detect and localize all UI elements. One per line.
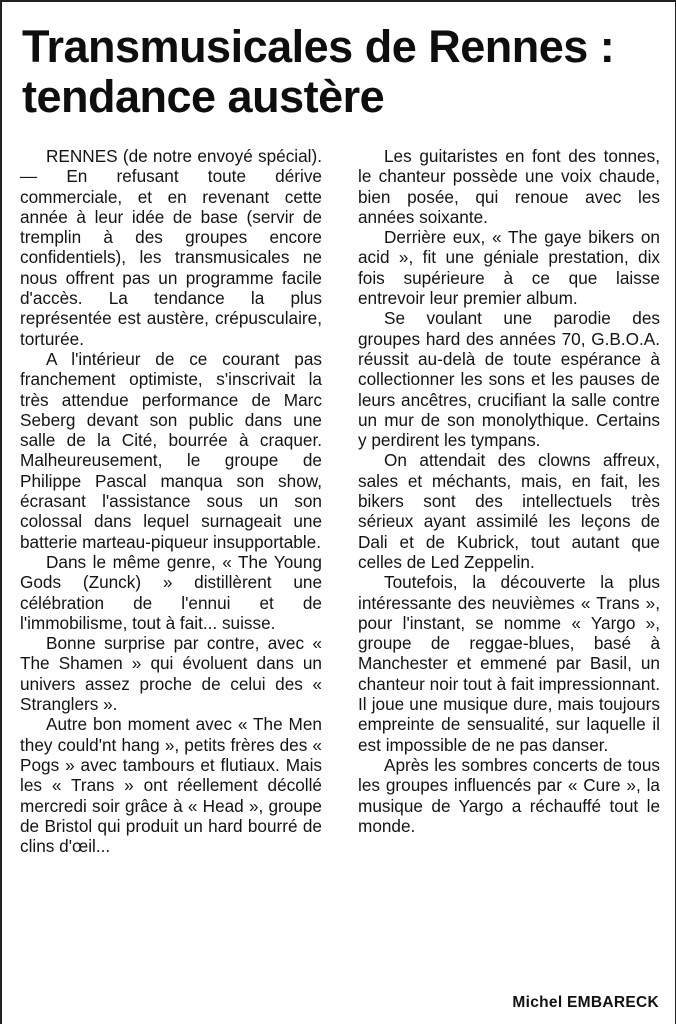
paragraph: Dans le même genre, « The Young Gods (Zunck) » distillèrent une célébration de l'ennui et de l'immobilisme, tout à fait... suisse. — [20, 551, 322, 633]
paragraph: Derrière eux, « The gaye bikers on acid », fit une géniale prestation, dix fois supérieure à ce que laisse entrevoir leur premier album. — [358, 227, 660, 309]
left-column — [20, 146, 322, 856]
paragraph: Après les sombres concerts de tous les groupes influencés par « Cure », la musique de Yargo a réchauffé tout le monde. — [358, 754, 660, 836]
paragraph: RENNES (de notre envoyé spécial). — En refusant toute dérive commerciale, et en revenant cette année à leur idée de base (servir de tremplin à des groupes encore confidentiels), les transmusicales ne nous offrent pas un programme facile d'accès. La tendance la plus représentée est austère, crépusculaire, torturée. — [20, 146, 322, 349]
headline-line-2: tendance austère — [22, 71, 385, 122]
paragraph: Les guitaristes en font des tonnes, le chanteur possède une voix chaude, bien posée, qui renoue avec les années soixante. — [358, 146, 660, 227]
paragraph: On attendait des clowns affreux, sales et méchants, mais, en fait, les bikers sont des intellectuels très sérieux ayant assimilé les leçons de Dali et de Kubrick, tout autant que celles de Led Zeppelin. — [358, 450, 660, 572]
paragraph: Bonne surprise par contre, avec « The Shamen » qui évoluent dans un univers assez proche de celui des « Stranglers ». — [20, 633, 322, 715]
headline-line-1: Transmusicales de Rennes : — [22, 21, 615, 72]
paragraph: A l'intérieur de ce courant pas franchement optimiste, s'inscrivait la très attendue performance de Marc Seberg devant son public dans une salle de la Cité, bourrée à craquer. Malheureusement, le groupe de Philippe Pascal manqua son show, écrasant l'assistance sous un son colossal dans lequel surnageait une batterie marteau-piqueur insupportable. — [20, 348, 322, 552]
paragraph: Autre bon moment avec « The Men they could'nt hang », petits frères des « Pogs » avec tambours et flutiaux. Mais les « Trans » ont réellement décollé mercredi soir grâce à « Head », groupe de Bristol qui produit un hard bourré de clins d'œil... — [20, 714, 322, 857]
right-column — [358, 146, 660, 836]
paragraph: Toutefois, la découverte la plus intéressante des neuvièmes « Trans », pour l'instant, se nomme « Yargo », groupe de reggae-blues, basé à Manchester et emmené par Basil, un chanteur noir tout à fait impressionnant. Il joue une musique dure, mais toujours empreinte de sensualité, sur laquelle il est impossible de ne pas danser. — [358, 572, 660, 755]
paragraph: Se voulant une parodie des groupes hard des années 70, G.B.O.A. réussit au-delà de toute espérance à collectionner les sons et les pauses de leurs ancêtres, crucifiant la salle contre un mur de son monolythique. Certains y perdirent les tympans. — [358, 308, 660, 451]
author-signature: Michel EMBARECK — [512, 994, 659, 1011]
article-headline — [22, 22, 663, 122]
